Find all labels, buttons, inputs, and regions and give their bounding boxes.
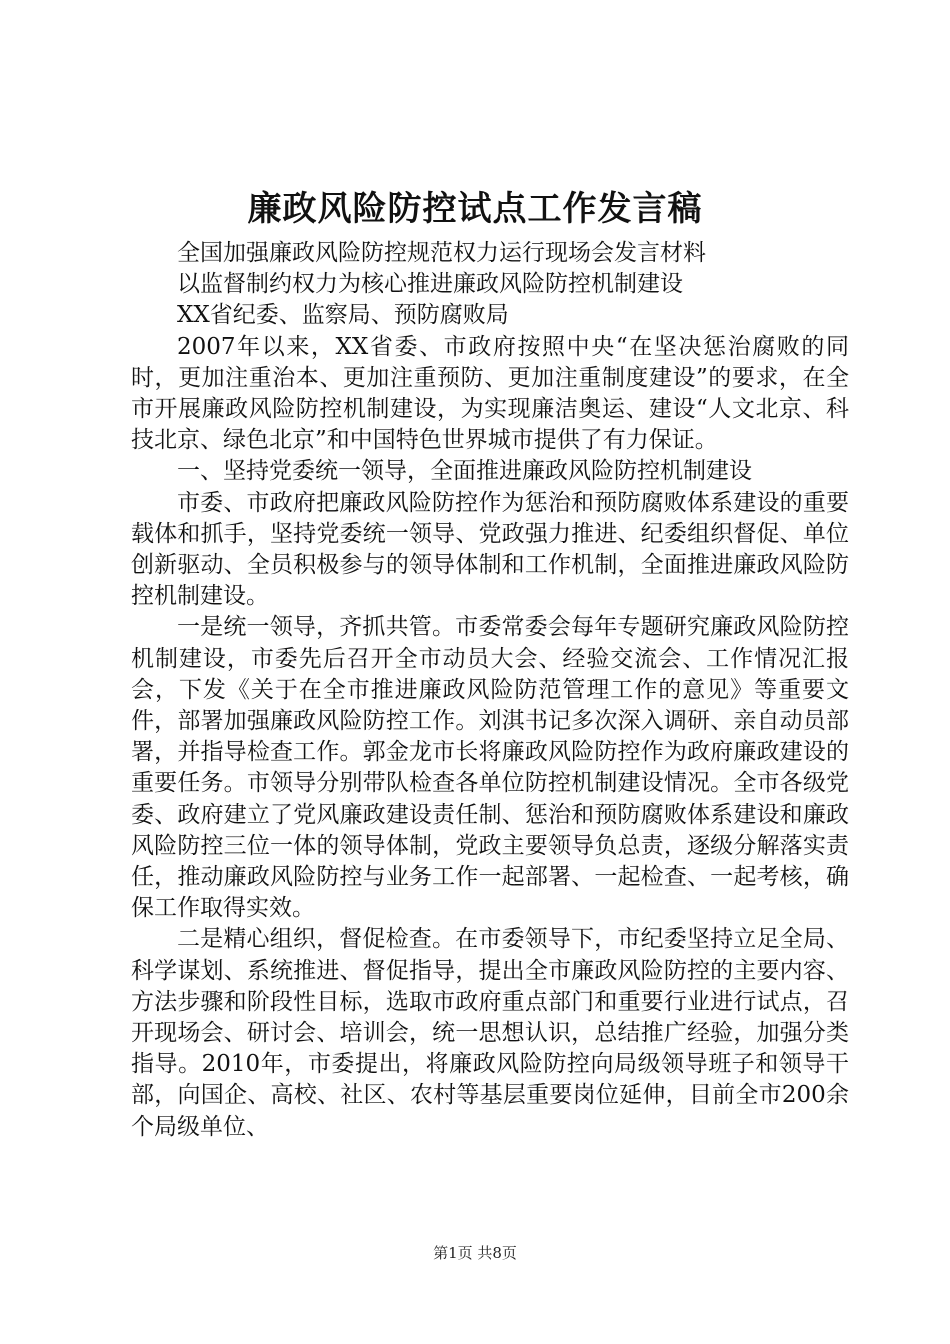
paragraph-point-1: 一是统一领导，齐抓共管。市委常委会每年专题研究廉政风险防控机制建设，市委先后召开全市动员大会、经验交流会、工作情况汇报会，下发《关于在全市推进廉政风险防范管理工作的意见》等重要文件，部署加强廉政风险防控工作。刘淇书记多次深入调研、亲自动员部署，并指导检查工作。郭金龙市长将廉政风险防控作为政府廉政建设的重要任务。市领导分别带队检查各单位防控机制建设情况。全市各级党委、政府建立了党风廉政建设责任制、惩治和预防腐败体系建设和廉政风险防控三位一体的领导体制，党政主要领导负总责，逐级分解落实责任，推动廉政风险防控与业务工作一起部署、一起检查、一起考核，确保工作取得实效。 [131,614,849,922]
document-body [131,238,849,1143]
paragraph-section-1: 市委、市政府把廉政风险防控作为惩治和预防腐败体系建设的重要载体和抓手，坚持党委统一领导、党政强力推进、纪委组织督促、单位创新驱动、全员积极参与的领导体制和工作机制，全面推进廉政风险防控机制建设。 [131,489,849,610]
subheading-meeting: 全国加强廉政风险防控规范权力运行现场会发言材料 [177,240,706,266]
document-title: 廉政风险防控试点工作发言稿 [247,189,703,229]
subheading-theme: 以监督制约权力为核心推进廉政风险防控机制建设 [177,271,683,298]
subheading-author: XX省纪委、监察局、预防腐败局 [177,302,509,329]
paragraph-point-2: 二是精心组织，督促检查。在市委领导下，市纪委坚持立足全局、科学谋划、系统推进、督促指导，提出全市廉政风险防控的主要内容、方法步骤和阶段性目标，选取市政府重点部门和重要行业进行试点，召开现场会、研讨会、培训会，统一思想认识，总结推广经验，加强分类指导。2010年，市委提出，将廉政风险防控向局级领导班子和领导干部，向国企、高校、社区、农村等基层重要岗位延伸，目前全市200余个局级单位、 [131,926,849,1140]
section-heading-1: 一、坚持党委统一领导，全面推进廉政风险防控机制建设 [177,458,752,485]
paragraph-intro: 2007年以来，XX省委、市政府按照中央“在坚决惩治腐败的同时，更加注重治本、更加注重预防、更加注重制度建设”的要求，在全市开展廉政风险防控机制建设，为实现廉洁奥运、建设“人文北京、科技北京、绿色北京”和中国特色世界城市提供了有力保证。 [131,333,849,454]
page-number: 第1页 共8页 [433,1244,517,1262]
